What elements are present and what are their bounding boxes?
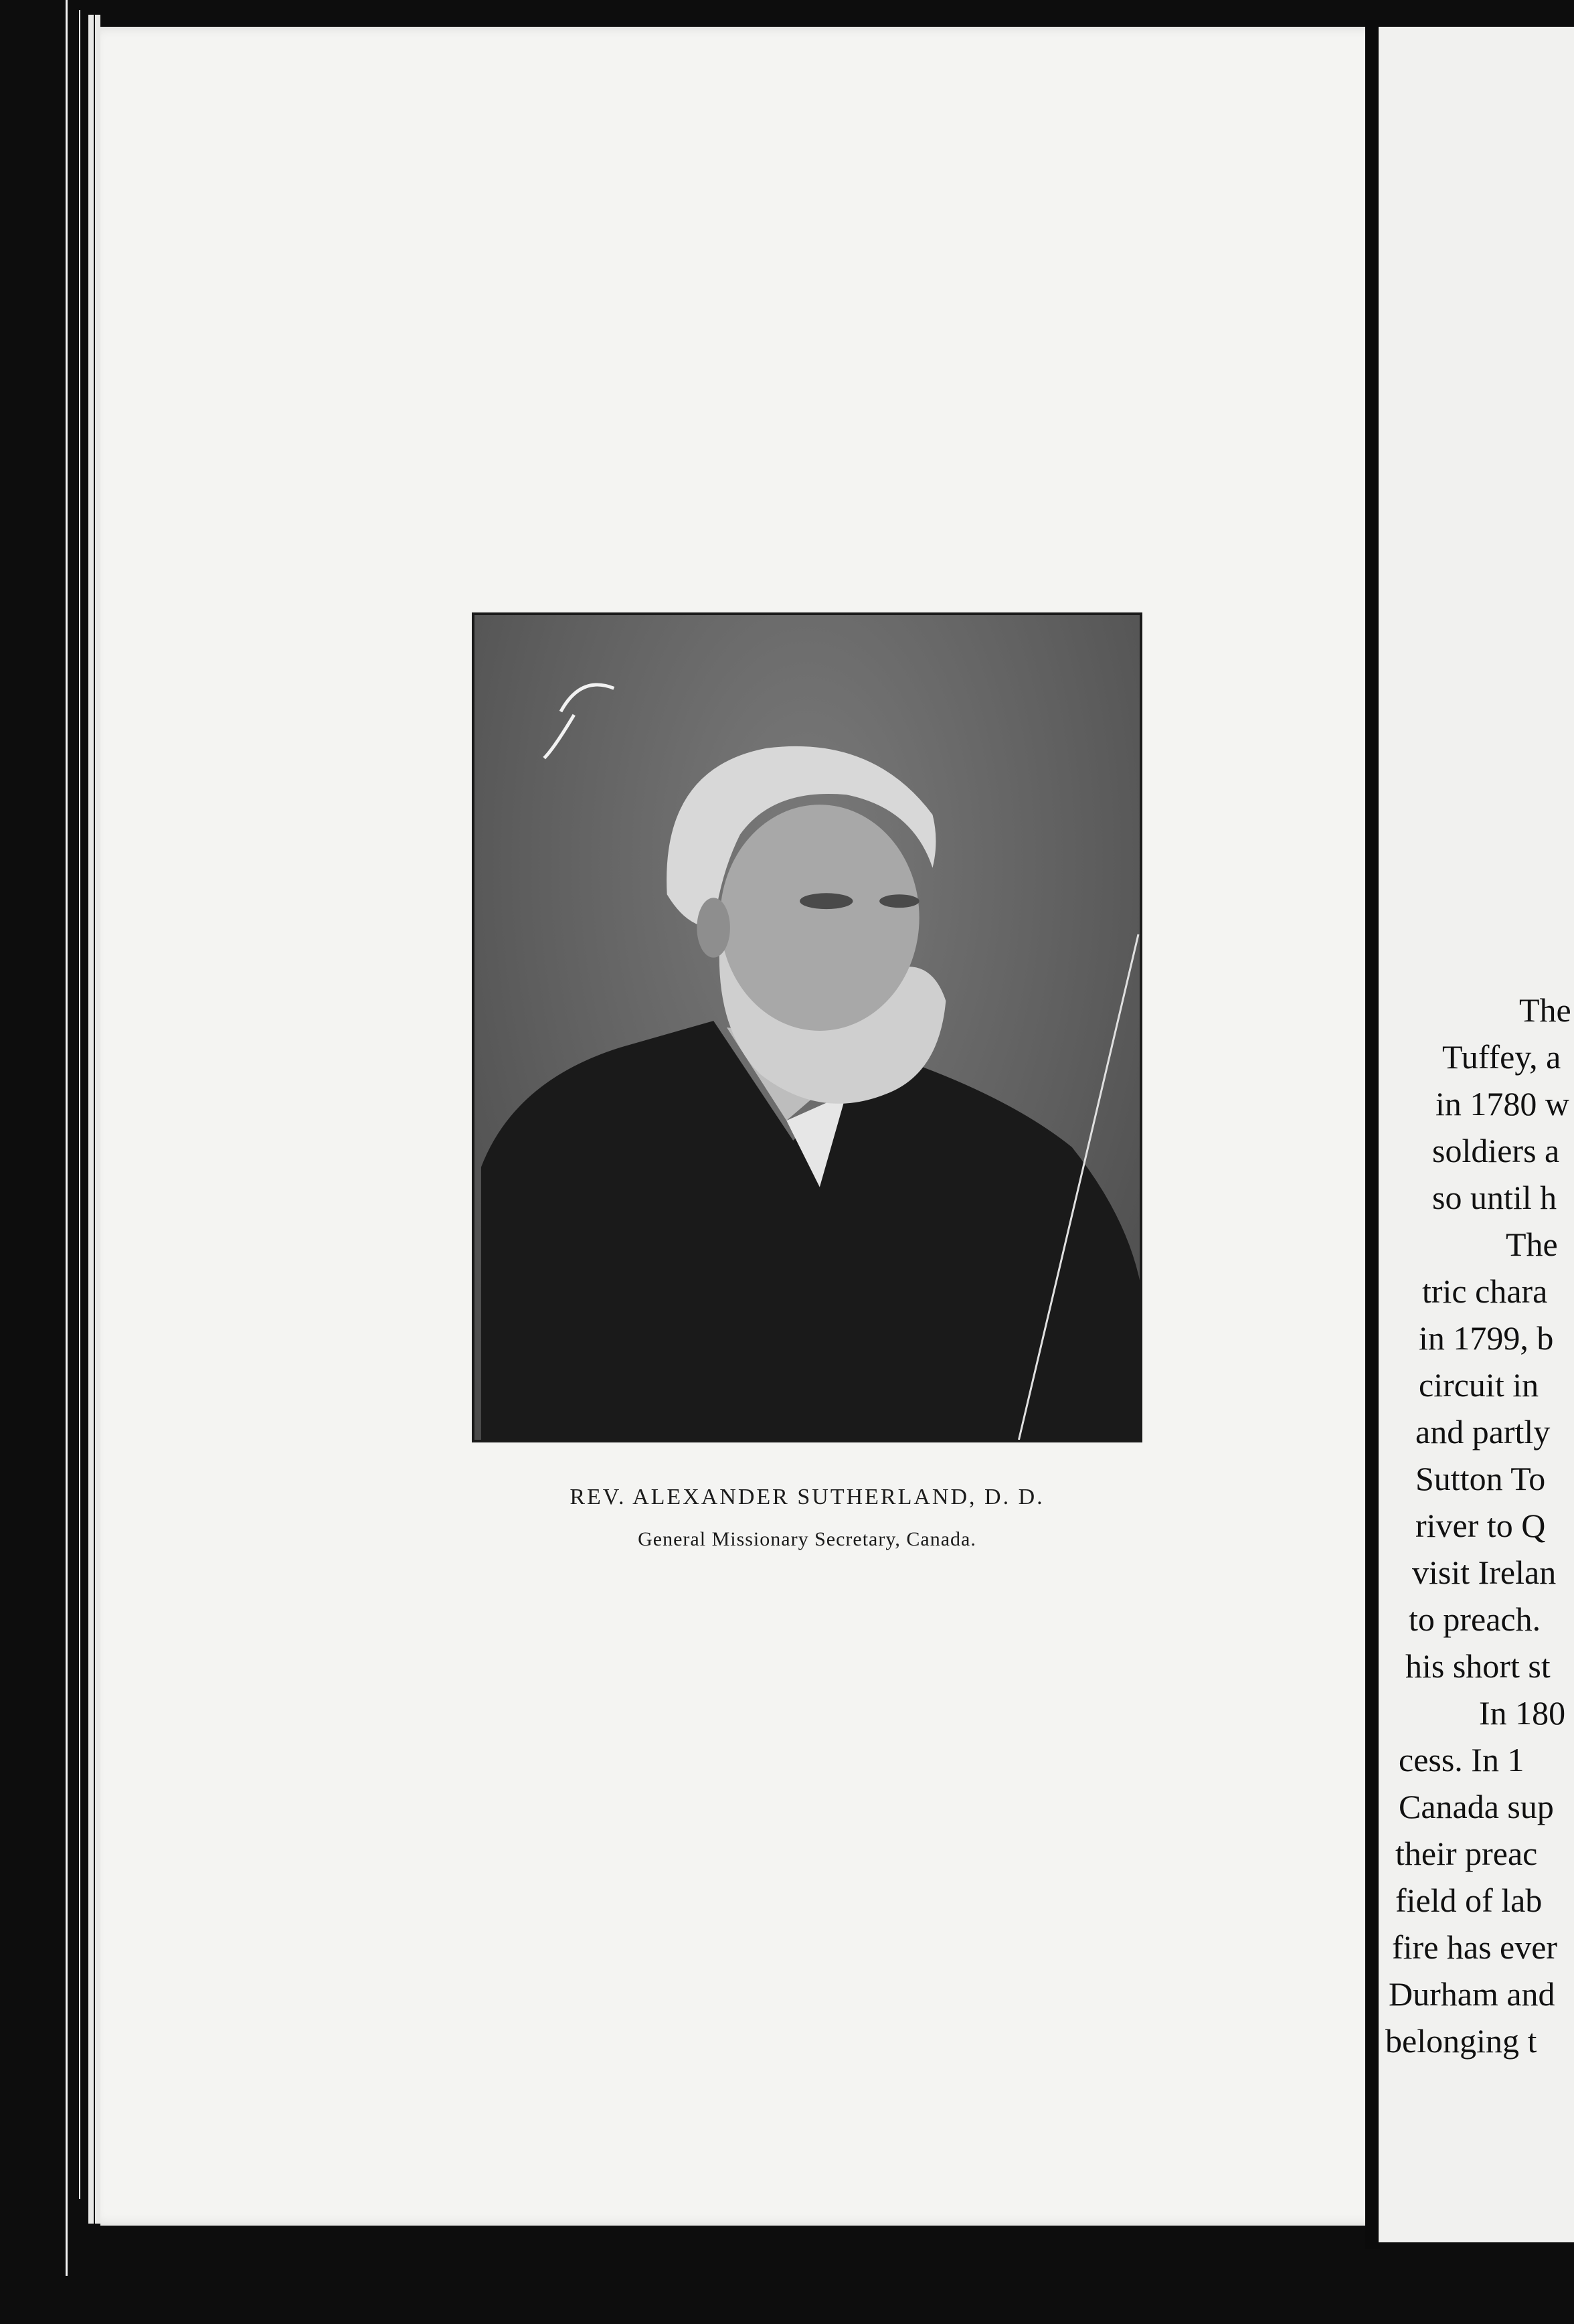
text-line: visit Irelan <box>1412 1554 1557 1591</box>
text-line: The <box>1519 991 1571 1029</box>
right-page <box>1379 27 1574 2242</box>
text-line: soldiers a <box>1432 1132 1560 1169</box>
text-line: Sutton To <box>1415 1460 1546 1497</box>
text-line: river to Q <box>1415 1507 1546 1544</box>
text-line: in 1780 w <box>1435 1085 1569 1123</box>
page-edge-line <box>66 0 68 2276</box>
text-line: to preach. <box>1409 1600 1541 1638</box>
portrait-photograph <box>472 612 1142 1442</box>
text-line: Durham and <box>1389 1975 1555 2013</box>
text-line: his short st <box>1405 1647 1551 1685</box>
portrait-caption-title: General Missionary Secretary, Canada. <box>638 1528 976 1550</box>
text-line: circuit in <box>1419 1366 1539 1404</box>
text-line: their preac <box>1395 1835 1538 1872</box>
portrait-image <box>474 615 1140 1440</box>
page-stack-edge <box>88 15 94 2224</box>
text-line: and partly <box>1415 1413 1551 1450</box>
page-edge-line <box>79 10 80 2199</box>
text-line: field of lab <box>1395 1882 1543 1919</box>
text-line: so until h <box>1432 1179 1557 1216</box>
text-line: The <box>1506 1226 1558 1263</box>
text-line: In 180 <box>1479 1694 1566 1732</box>
portrait-caption-name: REV. ALEXANDER SUTHERLAND, D. D. <box>570 1485 1045 1509</box>
book-gutter <box>1365 20 1380 2249</box>
text-line: belonging t <box>1385 2022 1537 2060</box>
page-stack-edge <box>95 15 100 2224</box>
text-line: Canada sup <box>1399 1788 1554 1825</box>
text-line: in 1799, b <box>1419 1319 1554 1357</box>
text-line: fire has ever <box>1392 1928 1558 1966</box>
text-line: cess. In 1 <box>1399 1741 1524 1778</box>
text-line: tric chara <box>1422 1272 1548 1310</box>
text-line: Tuffey, a <box>1442 1038 1561 1076</box>
